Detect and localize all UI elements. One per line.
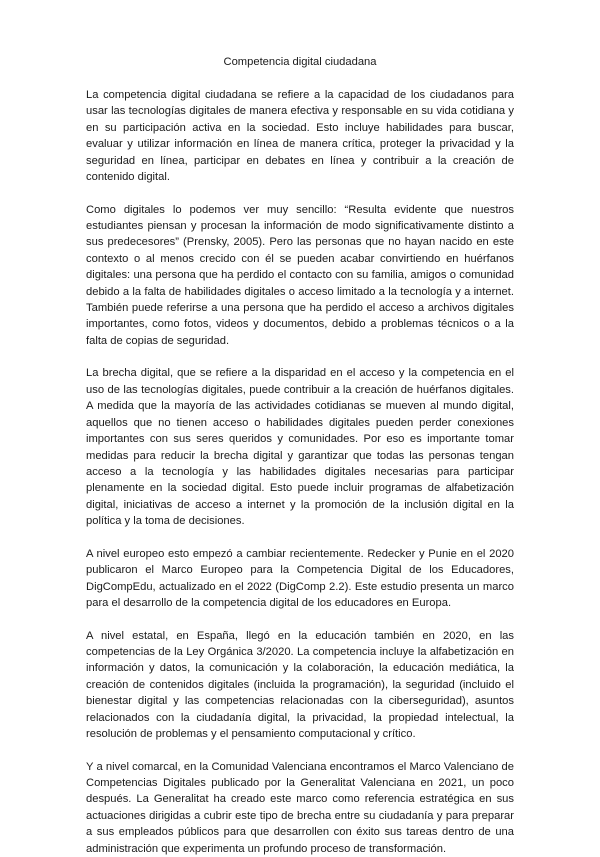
paragraph-regional-level: Y a nivel comarcal, en la Comunidad Valenciana encontramos el Marco Valenciano de Competencias Digitales publicado por la Generalitat Valenciana en 2021, un poco después. La Generalitat ha creado este marco como referencia estratégica en sus actuaciones dirigidas a cubrir este tipo de brecha entre su ciudadanía y para preparar a sus empleados públicos para que desarrollen con éxito sus tareas dentro de una administración que experimenta un profundo proceso de transformación. <box>86 760 514 855</box>
paragraph-introduction: La competencia digital ciudadana se refiere a la capacidad de los ciudadanos para usar las tecnologías digitales de manera efectiva y responsable en su vida cotidiana y en su participación activa en la sociedad. Esto incluye habilidades para buscar, evaluar y utilizar información en línea de manera crítica, proteger la privacidad y la seguridad en línea, participar en debates en línea y contribuir a la creación de contenido digital. <box>86 89 514 184</box>
paragraph-state-level: A nivel estatal, en España, llegó en la educación también en 2020, en las competencias de la Ley Orgánica 3/2020. La competencia incluye la alfabetización en información y datos, la comunicación y la colaboración, la educación mediática, la creación de contenidos digitales (incluida la programación), la seguridad (incluido el bienestar digital y las competencias relacionadas con la ciberseguridad), asuntos relacionados con la ciudadanía digital, la privacidad, la propiedad intelectual, la resolución de problemas y el pensamiento computacional y crítico. <box>86 629 514 740</box>
paragraph-european-level: A nivel europeo esto empezó a cambiar recientemente. Redecker y Punie en el 2020 publicaron el Marco Europeo para la Competencia Digital de los Educadores, DigCompEdu, actualizado en el 2022 (DigComp 2.2). Este estudio presenta un marco para el desarrollo de la competencia digital de los educadores en Europa. <box>86 547 514 609</box>
paragraph-digital-orphans: Como digitales lo podemos ver muy sencillo: “Resulta evidente que nuestros estudiantes piensan y procesan la información de modo significativamente distinto a sus predecesores” (Prensky, 2005). Pero las personas que no hayan nacido en este contexto o al menos crecido con él se pueden acabar convirtiendo en huérfanos digitales: una persona que ha perdido el contacto con su familia, amigos o comunidad debido a la falta de habilidades digitales o acceso limitado a la tecnología y a internet. También puede referirse a una persona que ha perdido el acceso a archivos digitales importantes, como fotos, videos y documentos, debido a problemas técnicos o a la falta de copias de seguridad. <box>86 203 514 347</box>
document-title: Competencia digital ciudadana <box>223 56 377 68</box>
paragraph-digital-divide: La brecha digital, que se refiere a la disparidad en el acceso y la competencia en el uso de las tecnologías digitales, puede contribuir a la creación de huérfanos digitales. A medida que la mayoría de las actividades cotidianas se mueven al mundo digital, aquellos que no tienen acceso o habilidades digitales pueden perder conexiones importantes con sus seres queridos y comunidades. Por eso es importante tomar medidas para reducir la brecha digital y garantizar que todas las personas tengan acceso a la tecnología y las habilidades digitales necesarias para participar plenamente en la sociedad digital. Esto puede incluir programas de alfabetización digital, iniciativas de acceso a internet y la promoción de la inclusión digital en la política y la toma de decisiones. <box>86 367 514 528</box>
